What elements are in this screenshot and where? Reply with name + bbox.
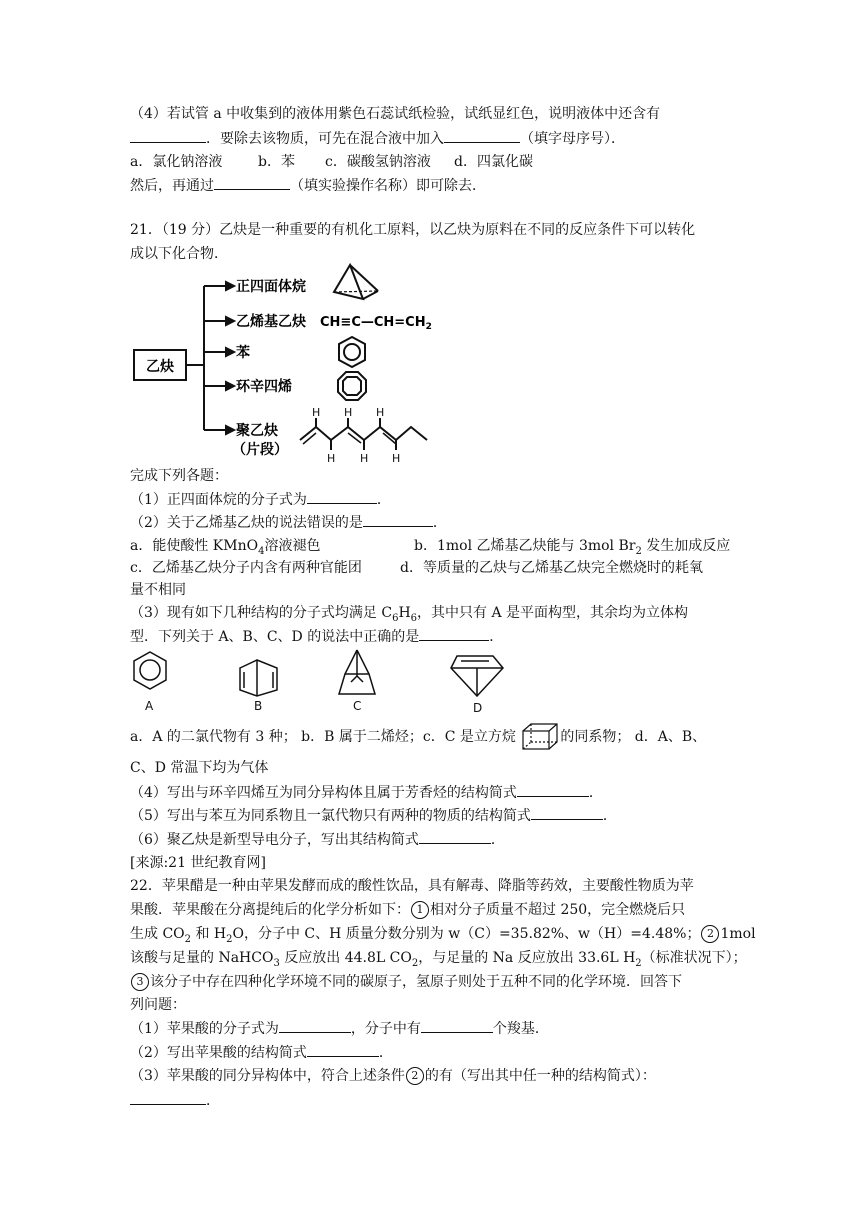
q21-part3-line2: 型．下列关于 A、B、C、D 的说法中正确的是 ． [130, 626, 503, 647]
q21-task: 完成下列各题： [130, 468, 228, 484]
q20-part4-line1: （4）若试管 a 中收集到的液体用紫色石蕊试纸检验，试纸显红色，说明液体中还含有 [130, 106, 661, 122]
q20-option-d: d．四氯化碳 [454, 154, 533, 170]
structure-label-c: C [353, 699, 362, 713]
q22-part3-answer: ． [130, 1090, 220, 1111]
acetylene-conversion-diagram [128, 262, 448, 468]
q20-option-a: a．氯化钠溶液 [130, 154, 223, 170]
branch-tetrahedrane: 正四面体烷 [236, 279, 306, 295]
svg-text:H: H [376, 406, 385, 419]
svg-text:H: H [360, 452, 369, 465]
q21-part2-option-a: a．能使酸性 KMnO$_4$溶液褪色 [130, 538, 321, 557]
tetrahedrane-structure [334, 265, 378, 299]
c6h6-structures [125, 646, 525, 718]
q21-part2-option-d-cont: 量不相同 [130, 582, 186, 598]
cubane-icon [520, 722, 560, 752]
structure-b [240, 660, 277, 696]
fragment-note: （片段） [232, 442, 288, 458]
answer-blank[interactable] [130, 1090, 206, 1105]
branch-arrows [204, 282, 234, 434]
q21-part2-option-c: c．乙烯基乙炔分子内含有两种官能团 [130, 560, 362, 576]
q20-option-b: b．苯 [258, 154, 295, 170]
circled-number-3: 3 [131, 973, 149, 991]
q22-part1: （1）苹果酸的分子式为 ，分子中有 个羧基． [130, 1018, 549, 1039]
branch-cyclooctatetraene: 环辛四烯 [236, 379, 292, 395]
q21-intro-line1: 21．（19 分）乙炔是一种重要的有机化工原料，以乙炔为原料在不同的反应条件下可以转化 [130, 222, 696, 238]
q21-part2: （2）关于乙烯基乙炔的说法错误的是 ． [130, 512, 447, 533]
q22-line6: 列问题： [130, 997, 186, 1013]
answer-blank[interactable] [531, 805, 603, 820]
q21-part2-option-b: b．1mol 乙烯基乙炔能与 3mol $Br_2$ 发生加成反应 [414, 538, 731, 557]
answer-blank[interactable] [421, 1018, 493, 1033]
answer-blank[interactable] [419, 626, 489, 641]
answer-blank[interactable] [517, 782, 589, 797]
answer-blank[interactable] [214, 175, 290, 190]
answer-blank[interactable] [444, 128, 520, 143]
q20-part4-line2: ．要除去该物质，可先在混合液中加入 （填字母序号）． [130, 128, 625, 149]
structure-label-b: B [254, 699, 263, 713]
polyacetylene-chain [300, 418, 427, 450]
q21-part5: （5）写出与苯互为同系物且一氯代物只有两种的物质的结构简式 ． [130, 805, 617, 826]
q21-part3-line1: （3）现有如下几种结构的分子式均满足 $C_6H_6$，其中只有 A 是平面构型，其余均为立体构 [130, 605, 689, 624]
answer-blank[interactable] [363, 512, 433, 527]
answer-blank[interactable] [279, 1018, 351, 1033]
svg-text:H: H [344, 406, 353, 419]
cyclooctatetraene-structure [338, 372, 366, 400]
answer-blank[interactable] [419, 829, 491, 844]
answer-blank[interactable] [307, 1042, 379, 1057]
circled-number-2: 2 [406, 1067, 424, 1085]
q21-part2-option-d: d．等质量的乙炔与乙烯基乙炔完全燃烧时的耗氧 [400, 560, 703, 576]
answer-blank[interactable] [307, 489, 377, 504]
branch-benzene: 苯 [236, 345, 250, 361]
source-note: [来源:21 世纪教育网] [130, 855, 266, 871]
q22-part3: （3）苹果酸的同分异构体中，符合上述条件 2 的有（写出其中任一种的结构简式）： [130, 1068, 656, 1084]
structure-label-d: D [473, 701, 483, 715]
structure-a [134, 652, 166, 689]
vinylacetylene-formula: $CH\equiv C—CH=CH_2$ [320, 315, 432, 332]
q20-option-c: c．碳酸氢钠溶液 [325, 154, 431, 170]
source-label: 乙炔 [146, 359, 174, 375]
circled-number-2: 2 [701, 925, 719, 943]
q22-line2: 果酸．苹果酸在分离提纯后的化学分析如下： 1 相对分子质量不超过 250，完全燃烧后只 [130, 902, 686, 918]
answer-blank[interactable] [130, 128, 206, 143]
svg-text:H: H [327, 452, 336, 465]
q20-part4-line4: 然后，再通过 （填实验操作名称）即可除去． [130, 175, 486, 196]
q21-part3-options-cont: C、D 常温下均为气体 [130, 760, 269, 776]
structure-label-a: A [145, 699, 154, 713]
q22-line4: 该酸与足量的 NaHCO$_3$ 反应放出 44.8L $CO_2$，与足量的 Na 反应放出 33.6L $H_2$（标准状况下）； [130, 950, 747, 969]
q22-line3: 生成 $CO_2$ 和 $H_2O$，分子中 C、H 质量分数分别为 w（C）=35.82%、w（H）=4.48%； 2 1mol [130, 926, 756, 945]
q21-part1: （1）正四面体烷的分子式为 ． [130, 489, 391, 510]
q21-part4: （4）写出与环辛四烯互为同分异构体且属于芳香烃的结构简式 ． [130, 782, 603, 803]
q21-intro-line2: 成以下化合物． [130, 246, 228, 262]
structure-c [339, 650, 375, 694]
q21-part6: （6）聚乙炔是新型导电分子，写出其结构简式 ． [130, 829, 505, 850]
branch-vinylacetylene: 乙烯基乙炔 [236, 314, 306, 330]
q22-line1: 22．苹果醋是一种由苹果发酵而成的酸性饮品，具有解毒、降脂等药效，主要酸性物质为苹 [130, 878, 694, 894]
branch-polyacetylene: 聚乙炔 [236, 423, 278, 439]
svg-text:H: H [392, 452, 401, 465]
q21-part3-options: a．A 的二氯代物有 3 种； b．B 属于二烯烃；c．C 是立方烷 的同系物； d．A、B、 [130, 727, 706, 747]
q22-line5: 3 该分子中存在四种化学环境不同的碳原子，氢原子则处于五种不同的化学环境．回答下 [130, 972, 682, 992]
benzene-structure [339, 337, 365, 367]
svg-text:H: H [312, 406, 321, 419]
q22-part2: （2）写出苹果酸的结构简式 ． [130, 1042, 393, 1063]
structure-d [451, 656, 503, 696]
circled-number-1: 1 [411, 901, 429, 919]
